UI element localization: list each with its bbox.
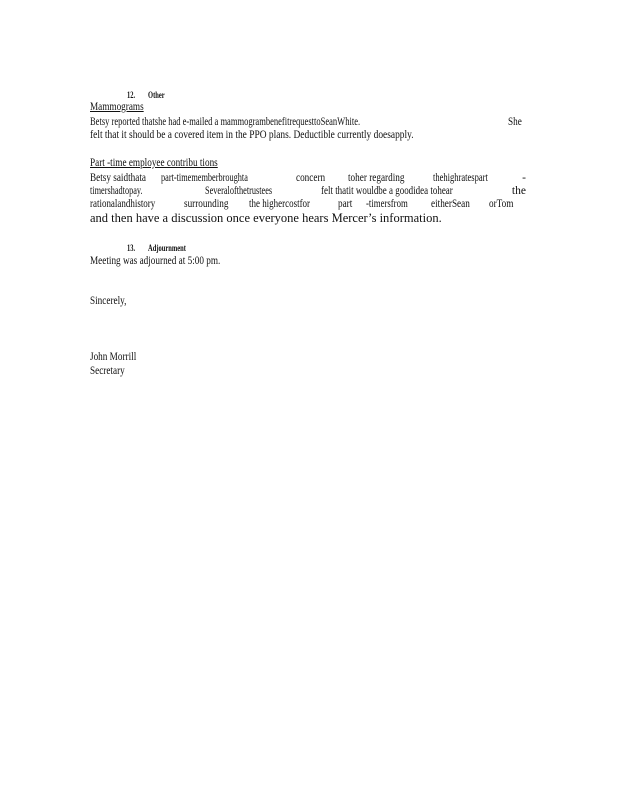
part-time-line-4: and then have a discussion once everyone hears Mercer’s information. [90, 211, 442, 225]
mammograms-line-1: Betsy reported thatshe had e-mailed a mammogrambenefitrequesttoSeanWhite. [90, 116, 361, 128]
text-fragment: part-timememberbroughta [160, 172, 248, 184]
closing: Sincerely, [90, 295, 127, 307]
part-time-line-1 [90, 173, 526, 185]
part-time-line-2 [90, 186, 526, 198]
text-fragment: - [522, 172, 526, 184]
subheading-mammograms: Mammograms [90, 101, 144, 113]
mammograms-line-1-end: She [508, 116, 522, 128]
text-fragment: timershadtopay. [90, 185, 143, 197]
signature-title: Secretary [90, 365, 125, 377]
text-fragment: Severalofthetrustees [205, 185, 273, 197]
text-fragment: felt thatit wouldbe a goodidea tohear [320, 185, 453, 197]
text-fragment: concern [296, 172, 326, 184]
text-fragment: -timersfrom [365, 198, 408, 210]
text-fragment: eitherSean [430, 198, 470, 210]
subheading-part-time: Part -time employee contribu tions [90, 157, 218, 169]
section-title: Adjournment [148, 243, 186, 253]
text-fragment: toher regarding [347, 172, 405, 184]
text-fragment: the highercostfor [249, 198, 311, 210]
signature-name: John Morrill [90, 351, 137, 363]
adjournment-text: Meeting was adjourned at 5:00 pm. [90, 255, 221, 267]
text-fragment: Betsy saidthata [90, 172, 146, 184]
text-fragment: surrounding [183, 198, 229, 210]
section-heading-adjournment [127, 243, 186, 253]
text-fragment: rationalandhistory [90, 198, 156, 210]
section-heading-other [127, 90, 165, 100]
text-fragment: orTom [489, 198, 514, 210]
section-title: Other [148, 90, 165, 100]
section-number: 13. [127, 243, 136, 253]
mammograms-line-2: felt that it should be a covered item in the PPO plans. Deductible currently doesapply. [90, 129, 414, 141]
text-fragment: part [337, 198, 353, 210]
part-time-line-3 [90, 199, 520, 211]
section-number: 12. [127, 90, 136, 100]
text-fragment: the [511, 185, 526, 197]
text-fragment: thehighratespart [433, 172, 488, 184]
